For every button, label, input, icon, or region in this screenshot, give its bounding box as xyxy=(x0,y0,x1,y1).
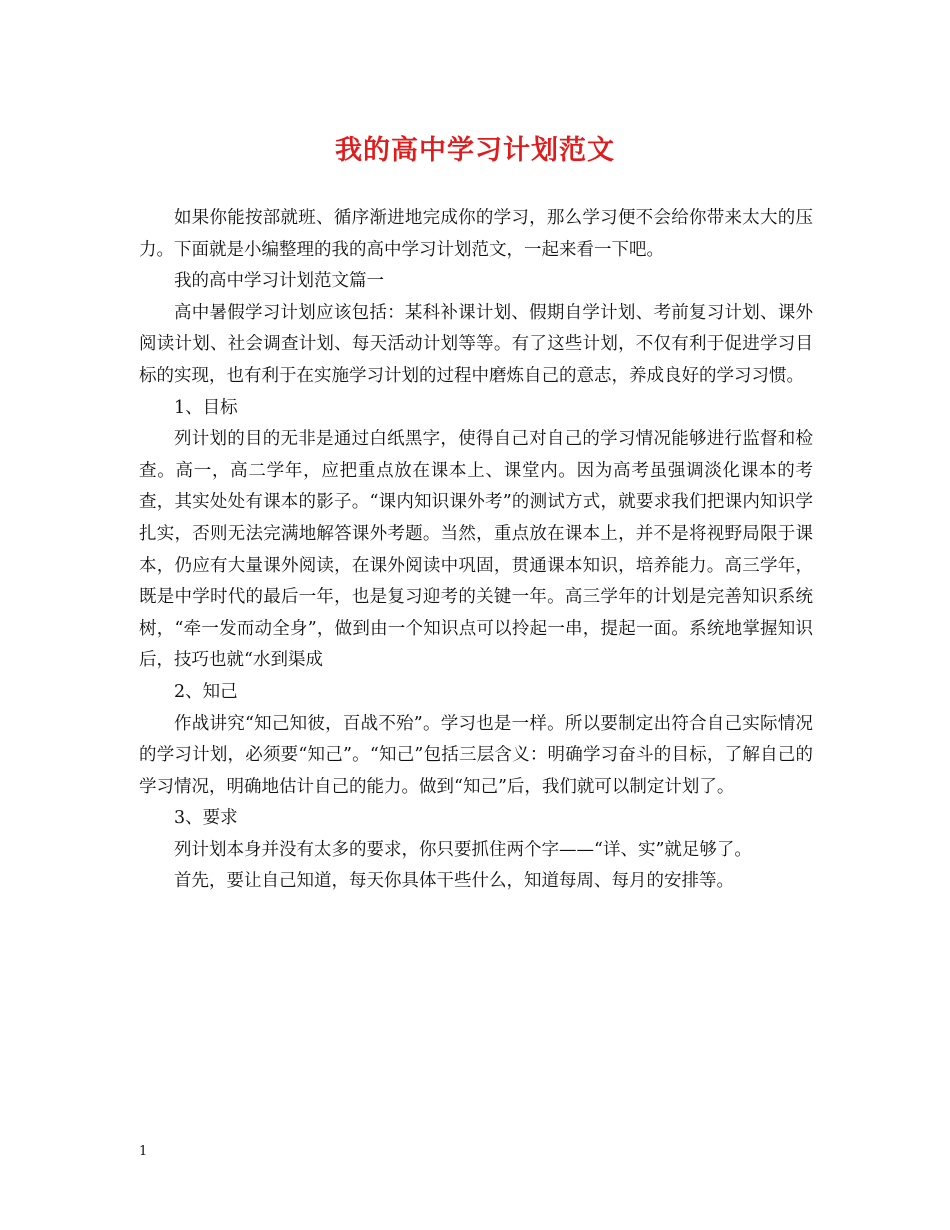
document-body xyxy=(139,203,813,898)
first-step-paragraph: 首先，要让自己知道，每天你具体干些什么，知道每周、每月的安排等。 xyxy=(174,871,734,892)
section-heading-part-one: 我的高中学习计划范文篇一 xyxy=(174,271,384,292)
page-number: 1 xyxy=(139,1144,148,1159)
heading-goal: 1、目标 xyxy=(174,397,238,418)
goal-paragraph: 列计划的目的无非是通过白纸黑字，使得自己对自己的学习情况能够进行监督和检查。高一，高二学年，应把重点放在课本上、课堂内。因为高考虽强调淡化课本的考查，其实处处有课本的影子。“课内知识课外考”的测试方式，就要求我们把课内知识学扎实，否则无法完满地解答课外考题。当然，重点放在课本上，并不是将视野局限于课本，仍应有大量课外阅读，在课外阅读中巩固，贯通课本知识，培养能力。高三学年，既是中学时代的最后一年，也是复习迎考的关键一年。高三学年的计划是完善知识系统树，“牵一发而动全身”，做到由一个知识点可以拎起一串，提起一面。系统地掌握知识后，技巧也就“水到渠成 xyxy=(139,429,813,671)
heading-know-yourself: 2、知己 xyxy=(174,681,238,702)
know-yourself-paragraph: 作战讲究“知己知彼，百战不殆”。学习也是一样。所以要制定出符合自己实际情况的学习计划，必须要“知己”。“知己”包括三层含义：明确学习奋斗的目标，了解自己的学习情况，明确地估计自己的能力。做到“知己”后，我们就可以制定计划了。 xyxy=(139,713,813,797)
heading-requirements: 3、要求 xyxy=(174,808,238,829)
summer-plan-paragraph: 高中暑假学习计划应该包括：某科补课计划、假期自学计划、考前复习计划、课外阅读计划、社会调查计划、每天活动计划等等。有了这些计划，不仅有利于促进学习目标的实现，也有利于在实施学习计划的过程中磨炼自己的意志，养成良好的学习习惯。 xyxy=(139,302,813,386)
document-title: 我的高中学习计划范文 xyxy=(335,135,615,166)
requirements-paragraph: 列计划本身并没有太多的要求，你只要抓住两个字——“详、实”就足够了。 xyxy=(174,839,752,860)
intro-paragraph: 如果你能按部就班、循序渐进地完成你的学习，那么学习便不会给你带来太大的压力。下面就是小编整理的我的高中学习计划范文，一起来看一下吧。 xyxy=(139,208,813,260)
